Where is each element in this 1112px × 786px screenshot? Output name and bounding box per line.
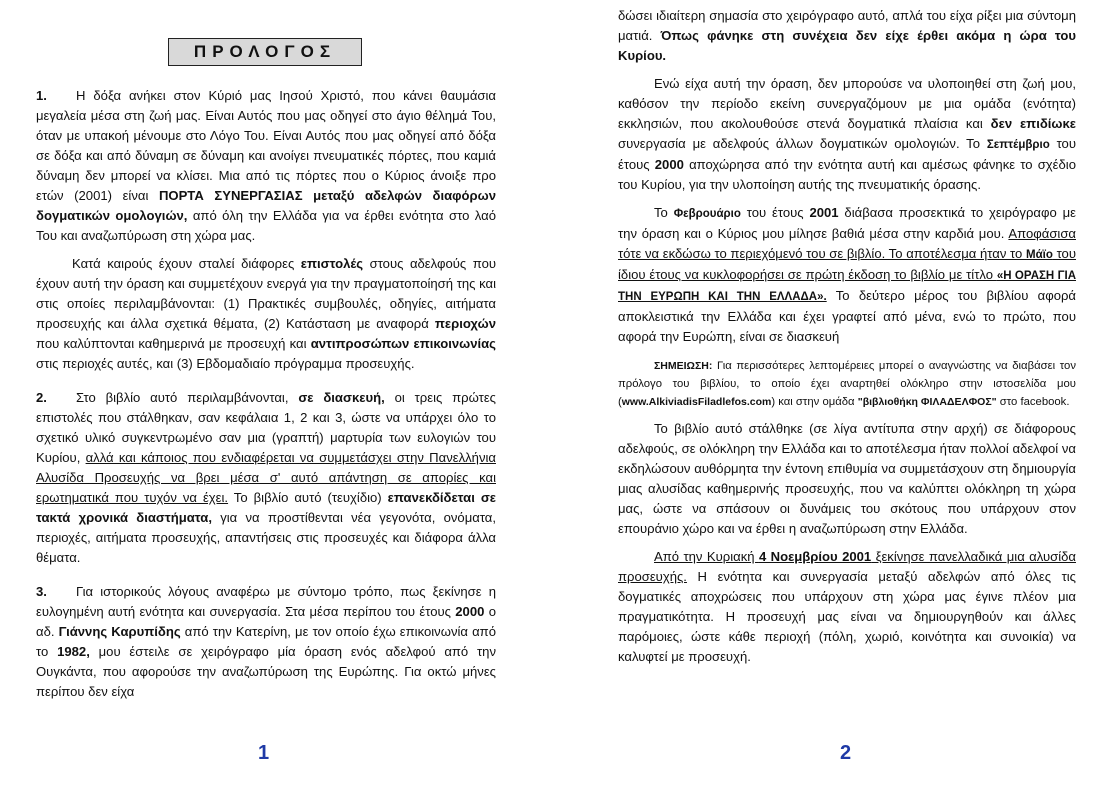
right-page — [618, 0, 1076, 786]
section-2: 2. Στο βιβλίο αυτό περιλαμβάνονται, σε διασκευή, οι τρεις πρώτες επιστολές που στάλθηκαν, σαν κεφάλαια 1, 2 και 3, ώστε να υπάρχει όλο το σχετικό υλικό συγκεντρωμένο σαν μια (γραπτή) μαρτυρία των ευλογιών του Κυρίου, αλλά και κάποιος που ενδιαφέρεται να συμμετάσχει στην Πανελλήνια Αλυσίδα Προσευχής να βρει μέσα σ' αυτό απάντηση σε απορίες και ερωτηματικά που τυχόν να έχει. Το βιβλίο αυτό (τευχίδιο) επανεκδίδεται σε τακτά χρονικά διαστήματα, για να προστίθενται νέα γεγονότα, ονόματα, περιοχές, αιτήματα προσευχής, απαντήσεις στις προσευχές και διάφορα άλλα θέματα. — [36, 390, 497, 565]
left-body — [36, 86, 496, 702]
book-title: «Η ΟΡΑΣΗ ΓΙΑ ΤΗΝ ΕΥΡΩΠΗ ΚΑΙ ΤΗΝ ΕΛΛΑΔΑ». — [618, 270, 1076, 303]
paragraph-letters: Κατά καιρούς έχουν σταλεί διάφορες επιστολές στους αδελφούς που έχουν αυτή την όραση και συμμετέχουν ενεργά για την πραγματοποίησή της και στις οποίες περιλαμβάνονται: (1) Πρακτικές συμβουλές, οδηγίες, αιτήματα προσευχής και άλλα σχετικά θέματα, (2) Κατάσταση με αναφορά περιοχών που καλύπτονται καθημερινά με προσευχή και αντιπροσώπων επικοινωνίας στις περιοχές αυτές, και (3) Εβδομαδιαίο πρόγραμμα προσευχής. — [36, 256, 497, 371]
page-title: ΠΡΟΛΟΓΟΣ — [168, 38, 362, 66]
paragraph-start: Από την Κυριακή 4 Νοεμβρίου 2001 ξεκίνησε πανελλαδικά μια αλυσίδα προσευχής. Η ενότητα και συνεργασία μεταξύ αδελφών από όλες τις δογματικές αποχρώσεις που υπάρχουν στη χώρα μας έγινε πλέον μια πραγματικότητα. Η προσευχή μας είναι να δημιουργηθούν και άλλες παρόμοιες, ώστε κάθε περιοχή (πόλη, χωριό, κοινότητα και συνοικία) να καλυφτεί με προσευχή. — [618, 549, 1076, 664]
note: ΣΗΜΕΙΩΣΗ: Για περισσότερες λεπτομέρειες μπορεί ο αναγνώστης να διαβάσει τον πρόλογο του βιβλίου, το οποίο έχει αναρτηθεί ολόκληρο στην ιστοσελίδα μου (www.AlkiviadisFiladlefos.com) και στην ομάδα "βιβλιοθήκη ΦΙΛΑΔΕΛΦΟΣ" στο facebook. — [618, 360, 1076, 408]
website-link[interactable]: www.AlkiviadisFiladlefos.com — [621, 396, 772, 408]
section-3: 3. Για ιστορικούς λόγους αναφέρω με σύντομο τρόπο, πως ξεκίνησε η ευλογημένη αυτή ενότητα και συνεργασία. Στα μέσα περίπου του έτους 2000 ο αδ. Γιάννης Καρυπίδης από την Κατερίνη, με τον οποίο έχω επικοινωνία από το 1982, μου έστειλε σε χειρόγραφο μία όραση ενός αδελφού από την Ουγκάντα, που αφορούσε την αναζωπύρωση της Ευρώπης. Για οκτώ μήνες περίπου δεν είχα — [36, 584, 496, 699]
note-label: ΣΗΜΕΙΩΣΗ: — [654, 360, 713, 372]
paragraph-book: Το Φεβρουάριο του έτους 2001 διάβασα προσεκτικά το χειρόγραφο με την όραση και ο Κύριος μου μίλησε βαθιά μέσα στην καρδιά μου. Αποφάσισα τότε να εκδώσω το περιεχόμενό του σε βιβλίο. Το αποτέλεσμα ήταν το Μάϊο του ίδιου έτους να κυκλοφορήσει σε πρώτη έκδοση το βιβλίο με τίτλο «Η ΟΡΑΣΗ ΓΙΑ ΤΗΝ ΕΥΡΩΠΗ ΚΑΙ ΤΗΝ ΕΛΛΑΔΑ». Το δεύτερο μέρος του βιβλίου αφορά αποκλειστικά την Ελλάδα και έχει γραφτεί από μένα, ενώ το πρώτο, που αφορά την Ευρώπη, είναι σε διασκευή — [618, 205, 1077, 344]
paragraph-vision: Ενώ είχα αυτή την όραση, δεν μπορούσε να υλοποιηθεί στη ζωή μου, καθόσον την περίοδο εκείνη συνεργαζόμουν με μια ομάδα (ενότητα) εκκλησιών, που ακολουθούσε στενά δογματικά πλαίσια και δεν επιδίωκε συνεργασία με αδελφούς άλλων δογματικών ομολογιών. Το Σεπτέμβριο του έτους 2000 αποχώρησα από την ενότητα αυτή και αμέσως φάνηκε το σχέδιο του Κυρίου, για την υλοποίηση αυτής της πνευματικής όρασης. — [618, 76, 1077, 192]
emphasis: ΠΟΡΤΑ ΣΥΝΕΡΓΑΣΙΑΣ μεταξύ αδελφών διαφόρων δογματικών ομολογιών, — [36, 188, 496, 223]
group-name: "βιβλιοθήκη ΦΙΛΑΔΕΛΦΟΣ" — [857, 396, 997, 408]
section-1: 1. Η δόξα ανήκει στον Κύριό μας Ιησού Χριστό, που κάνει θαυμάσια μεγαλεία μέσα στη ζωή μας. Είναι Αυτός που μας οδηγεί στο άγιο θέλημά Του, όταν με υπακοή μένουμε στο Λόγο Του. Είναι Αυτός που μας οδηγεί από δόξα σε δόξα και από δύναμη σε δύναμη και ανοίγει πνευματικές πόρτες, που καμιά δύναμη δεν μπορεί να κλίσει. Μια από τις πόρτες που ο Κύριος άνοιξε προ ετών (2001) είναι ΠΟΡΤΑ ΣΥΝΕΡΓΑΣΙΑΣ μεταξύ αδελφών διαφόρων δογματικών ομολογιών, από όλη την Ελλάδα για να έρθει ενότητα στο λαό Του και αναζωπύρωση στη χώρα μας. — [36, 88, 497, 243]
paragraph-continued: δώσει ιδιαίτερη σημασία στο χειρόγραφο αυτό, απλά του είχα ρίξει μια σύντομη ματιά. Όπως φάνηκε στη συνέχεια δεν είχε έρθει ακόμα η ώρα του Κυρίου. — [618, 8, 1077, 63]
section-number: 1. — [36, 88, 47, 103]
section-number: 2. — [36, 390, 47, 405]
page-number: 1 — [258, 742, 270, 764]
left-page — [36, 0, 496, 786]
right-body — [618, 6, 1076, 667]
page-number: 2 — [840, 742, 852, 764]
paragraph-chain: Το βιβλίο αυτό στάλθηκε (σε λίγα αντίτυπα στην αρχή) σε διάφορους αδελφούς, σε ολόκληρη την Ελλάδα και το αποτέλεσμα ήταν πολλοί αδελφοί να εκδηλώσουν αυθόρμητα την έντονη επιθυμία να συμμετάσχουν στη δημιουργία μιας αλυσίδας καθημερινής προσευχής, που να καλύπτει ολόκληρη τη χώρα μας, ώστε να σπάσουν οι δυνάμεις του σκότους που υπάρχουν στον επουράνιο χώρο και να έρθει η αναζωπύρωση στην Ελλάδα. — [618, 421, 1076, 536]
section-number: 3. — [36, 584, 47, 599]
